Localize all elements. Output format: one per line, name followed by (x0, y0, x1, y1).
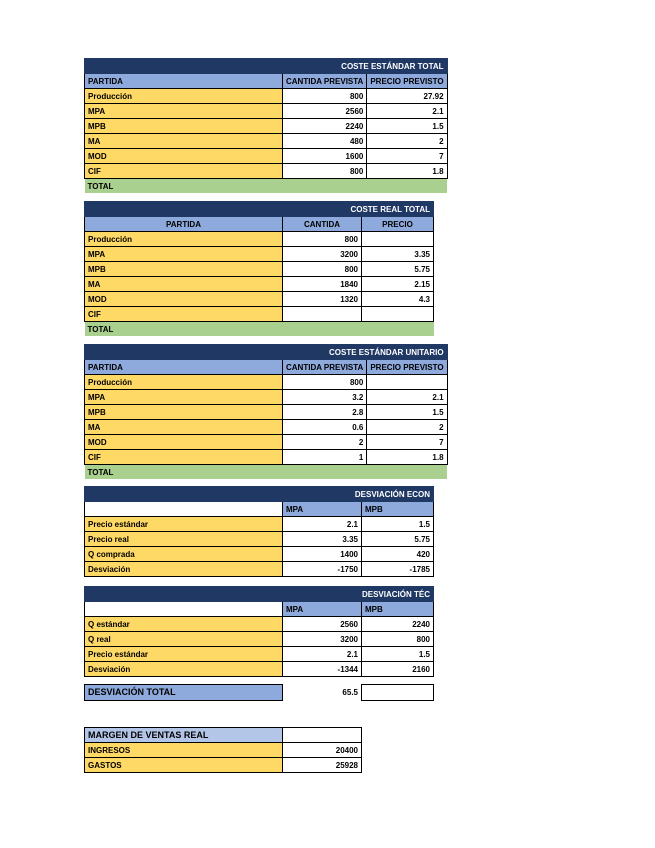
table-title: MARGEN DE VENTAS REAL (85, 728, 283, 743)
column-header: PARTIDA (85, 74, 283, 89)
table-row: MPA 2560 2.1 (85, 104, 448, 119)
table-row: GASTOS 25928 (85, 758, 362, 773)
real-total-table (84, 201, 434, 336)
table-row: Precio real 3.35 5.75 (85, 532, 434, 547)
table-row: MPB 2240 1.5 (85, 119, 448, 134)
column-header: CANTIDA PREVISTA (283, 360, 367, 375)
column-header: PARTIDA (85, 217, 283, 232)
table-row: Precio estándar 2.1 1.5 (85, 517, 434, 532)
table-title: COSTE ESTÁNDAR UNITARIO (85, 345, 448, 360)
column-header: CANTIDA (283, 217, 362, 232)
table-row: MPB 800 5.75 (85, 262, 434, 277)
total-deviation-row (84, 684, 434, 701)
column-header: PRECIO PREVISTO (367, 360, 447, 375)
column-header: PRECIO PREVISTO (367, 74, 447, 89)
table-row: Producción 800 (85, 232, 434, 247)
empty-cell (283, 728, 362, 743)
table-row: MOD 1600 7 (85, 149, 448, 164)
column-header: PRECIO (362, 217, 434, 232)
column-header: CANTIDA PREVISTA (283, 74, 367, 89)
total-deviation-label: DESVIACIÓN TOTAL (85, 685, 283, 701)
table-row: CIF 1 1.8 (85, 450, 448, 465)
total-row: TOTAL (85, 465, 448, 480)
technical-deviation-table (84, 586, 434, 677)
table-row: MOD 2 7 (85, 435, 448, 450)
economic-deviation-table (84, 486, 434, 577)
table-row: Producción 800 (85, 375, 448, 390)
total-row: TOTAL (85, 322, 434, 337)
table-row: Desviación -1750 -1785 (85, 562, 434, 577)
table-row: INGRESOS 20400 (85, 743, 362, 758)
total-deviation-value: 65.5 (283, 685, 362, 701)
real-margin-table (84, 727, 362, 773)
table-row: Q estándar 2560 2240 (85, 617, 434, 632)
table-row: CIF 800 1.8 (85, 164, 448, 179)
table-row: MPA 3.2 2.1 (85, 390, 448, 405)
table-title: COSTE ESTÁNDAR TOTAL (85, 59, 448, 74)
standard-unit-table (84, 344, 448, 479)
column-header: MPB (362, 602, 434, 617)
table-row: Q comprada 1400 420 (85, 547, 434, 562)
column-header: PARTIDA (85, 360, 283, 375)
total-deviation-extra (362, 685, 434, 701)
column-header (85, 502, 283, 517)
total-row: TOTAL (85, 179, 448, 194)
table-row: Precio estándar 2.1 1.5 (85, 647, 434, 662)
table-title: COSTE REAL TOTAL (85, 202, 434, 217)
table-row: MA 1840 2.15 (85, 277, 434, 292)
table-title: DESVIACIÓN TÉC (85, 587, 434, 602)
table-row: Q real 3200 800 (85, 632, 434, 647)
table-row: Desviación -1344 2160 (85, 662, 434, 677)
table-row: MOD 1320 4.3 (85, 292, 434, 307)
table-row: MPA 3200 3.35 (85, 247, 434, 262)
table-title: DESVIACIÓN ECON (85, 487, 434, 502)
column-header: MPA (283, 602, 362, 617)
table-row: MA 480 2 (85, 134, 448, 149)
table-row: CIF (85, 307, 434, 322)
standard-total-table (84, 58, 448, 193)
table-row: MPB 2.8 1.5 (85, 405, 448, 420)
column-header (85, 602, 283, 617)
column-header: MPB (362, 502, 434, 517)
table-row: MA 0.6 2 (85, 420, 448, 435)
column-header: MPA (283, 502, 362, 517)
table-row: Producción 800 27.92 (85, 89, 448, 104)
